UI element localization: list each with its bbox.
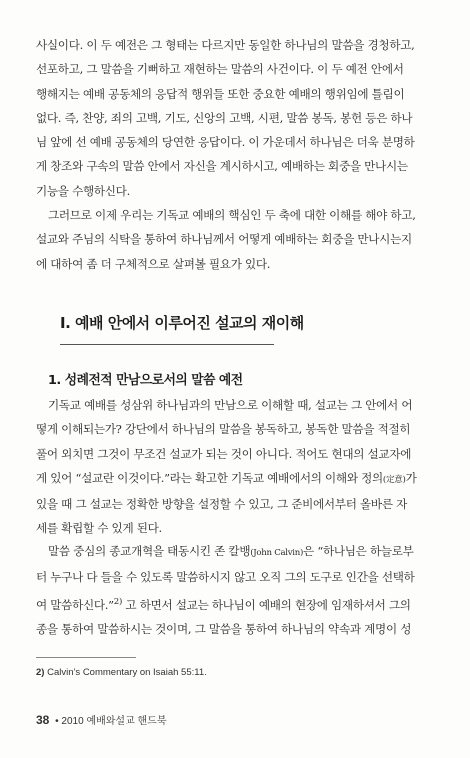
footnote-text: Calvin’s Commentary on Isaiah 55:11. [47,667,207,678]
text-segment: 은 “하나님은 하늘로부 [303,544,414,558]
text-line: 에 대하여 좀 더 구체적으로 살펴볼 필요가 있다. [36,256,271,271]
running-footer: • 2010 예배와설교 핸드북 [55,716,167,727]
text-line: 설교와 주님의 식탁을 통하여 하나님께서 어떻게 예배하는 회중을 만나시는지 [36,232,412,247]
paragraph-2 [36,203,432,276]
footnote [36,667,207,678]
text-line: 기독교 예배를 성삼위 하나님과의 만남으로 이해할 때, 설교는 그 안에서 어 [48,398,413,412]
text-line [36,539,432,565]
text-line: 세를 확립할 수 있게 된다. [36,521,162,536]
page-number: 38 [36,713,50,727]
paragraph-3 [36,393,432,541]
section-heading: I. 예배 안에서 이루어진 설교의 재이해 [60,314,304,332]
text-line: 게 창조와 구속의 말씀 안에서 자신을 계시하시고, 예배하는 회중을 만나시는 [36,159,408,174]
footnote-separator [36,657,136,658]
text-segment: 고 하면서 설교는 하나님이 예배의 현장에 임재하셔서 그의 [122,597,411,612]
hanja-annotation: (定意) [382,474,406,485]
text-line: 행해지는 예배 공동체의 응답적 행위들 또한 중요한 예배의 행위임에 틀림이 [36,86,405,101]
subsection-heading: 1. 성례전적 만남으로서의 말씀 예전 [48,373,243,388]
text-line: 사실이다. 이 두 예전은 그 형태는 다르지만 동일한 하나님의 말씀을 경청하고, [36,38,415,52]
text-segment: 말씀 중심의 종교개혁을 태동시킨 존 칼뱅 [48,544,251,558]
footnote-reference: 2) [113,596,123,607]
paragraph-4 [36,539,432,641]
text-line: 그러므로 이제 우리는 기독교 예배의 핵심인 두 축에 대한 이해를 해야 하고, [48,208,416,222]
text-line: 기능을 수행하신다. [36,183,130,198]
text-line: 풀어 외치면 그것이 무조건 설교가 되는 것이 아니다. 적어도 현대의 설교자에 [36,446,412,461]
name-annotation: (John Calvin) [250,548,304,558]
text-line: 없다. 즉, 찬양, 죄의 고백, 기도, 신앙의 고백, 시편, 말씀 봉독, 봉헌 등은 하나 [36,110,413,125]
text-line: 님 앞에 선 예배 공동체의 당연한 응답이다. 이 가운데서 하나님은 더욱 분명하 [36,135,415,150]
paragraph-1 [36,33,432,203]
footnote-number: 2) [36,667,45,678]
page-footer [36,712,167,727]
text-line: 종을 통하여 말씀하시는 것이며, 그 말씀을 통하여 하나님의 약속과 계명이 성 [36,621,412,636]
heading-underline [60,344,274,345]
text-line: 선포하고, 그 말씀을 기뻐하고 재현하는 말씀의 사건이다. 이 두 예전 안에서 [36,62,404,77]
text-segment: 게 있어 “설교란 이것이다.”라는 확고한 기독교 예배에서의 이해와 정의 [36,470,383,485]
text-line [36,466,432,492]
text-segment: 여 말씀하신다.” [36,597,114,612]
text-line: 있을 때 그 설교는 정확한 방향을 설정할 수 있고, 그 준비에서부터 올바른 자 [36,497,407,512]
text-line [36,590,432,617]
text-line: 터 누구나 다 들을 수 있도록 말씀하시지 않고 오직 그의 도구로 인간을 선택하 [36,570,415,585]
text-segment: 가 [405,470,417,485]
text-line: 떻게 이해되는가? 강단에서 하나님의 말씀을 봉독하고, 봉독한 말씀을 적절히 [36,422,411,437]
